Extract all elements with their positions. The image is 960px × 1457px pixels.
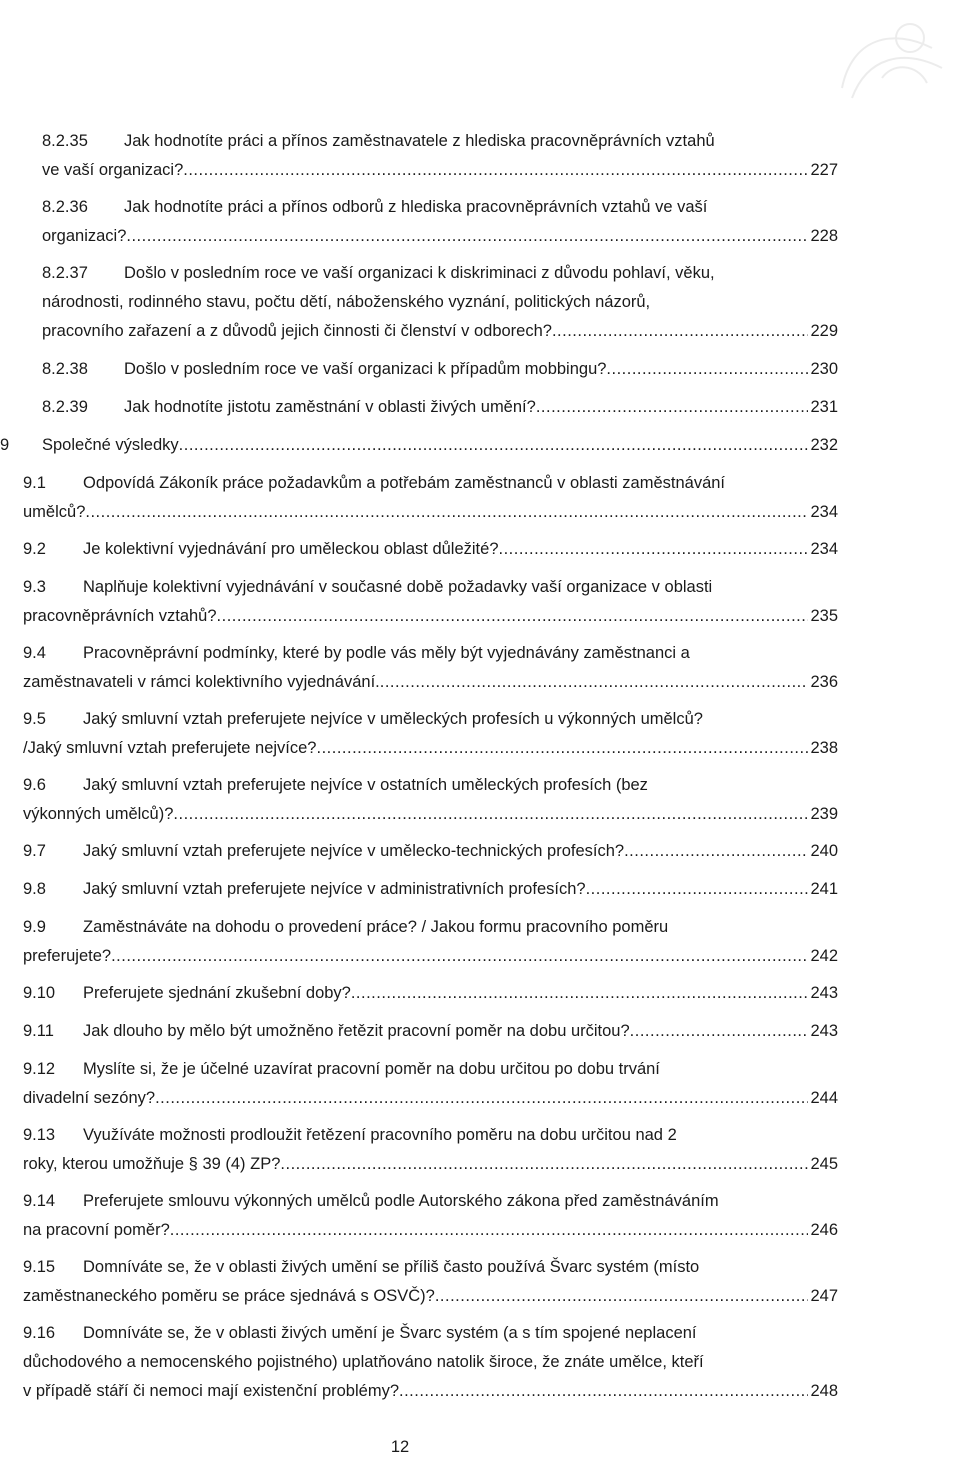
toc-entry-number: 8.2.38	[42, 360, 88, 378]
dot-leader	[630, 1017, 809, 1045]
toc-entry-number: 9.15	[23, 1258, 56, 1276]
toc-entry-page: 238	[810, 739, 838, 757]
toc-entry-page: 243	[810, 1022, 838, 1040]
toc-entry-title-line: Jak hodnotíte jistotu zaměstnání v oblasti živých umění?	[124, 398, 536, 416]
toc-entry-title-line: Došlo v posledním roce ve vaší organizaci k případům mobbingu?	[124, 360, 607, 378]
toc-entry-title-line: zaměstnaneckého poměru se práce sjednává s OSVČ)?	[23, 1287, 435, 1305]
toc-entry-number: 9.12	[23, 1060, 56, 1078]
page-number: 12	[390, 1438, 410, 1456]
toc-entry-page: 227	[810, 161, 838, 179]
toc-entry-title-line: roky, kterou umožňuje § 39 (4) ZP?	[23, 1155, 281, 1173]
toc-entry-title-line: Naplňuje kolektivní vyjednávání v současné době požadavky vaší organizace v oblasti	[83, 578, 713, 596]
toc-entry-number: 9.16	[23, 1324, 56, 1342]
toc-entry-title-line: Preferujete smlouvu výkonných umělců podle Autorského zákona před zaměstnáváním	[83, 1192, 719, 1210]
toc-entry-title-line: pracovního zařazení a z důvodů jejich činnosti či členství v odborech?	[42, 322, 552, 340]
dot-leader	[586, 875, 809, 903]
dot-leader	[536, 393, 809, 421]
toc-entry-title-line: Jaký smluvní vztah preferujete nejvíce v umělecko-technických profesích?	[83, 842, 625, 860]
dot-leader	[280, 1150, 808, 1178]
toc-entry-title-line: preferujete?	[23, 947, 112, 965]
dot-leader	[170, 1216, 809, 1244]
toc-entry-page: 248	[810, 1382, 838, 1400]
toc-entry-title-line: Domníváte se, že v oblasti živých umění se příliš často používá Švarc systém (místo	[83, 1258, 700, 1276]
toc-entry-page: 236	[810, 673, 838, 691]
toc-entry-title-line: /Jaký smluvní vztah preferujete nejvíce?	[23, 739, 317, 757]
toc-entry-title-line: výkonných umělců)?	[23, 805, 174, 823]
toc-entry-title-line: Pracovněprávní podmínky, které by podle vás měly být vyjednávány zaměstnanci a	[83, 644, 690, 662]
toc-entry-page: 234	[810, 503, 838, 521]
dot-leader	[179, 431, 809, 459]
dot-leader	[399, 1377, 808, 1405]
dot-leader	[316, 734, 808, 762]
dot-leader	[351, 979, 809, 1007]
toc-entry-page: 243	[810, 984, 838, 1002]
toc-entry-page: 230	[810, 360, 838, 378]
toc-entry-number: 8.2.37	[42, 264, 88, 282]
toc-entry-page: 246	[810, 1221, 838, 1239]
toc-entry-number: 9.2	[23, 540, 46, 558]
toc-entry-page: 228	[810, 227, 838, 245]
dot-leader	[126, 222, 808, 250]
toc-entry-title-line: Odpovídá Zákoník práce požadavkům a potřebám zaměstnanců v oblasti zaměstnávání	[83, 474, 726, 492]
toc-entry-title-line: Došlo v posledním roce ve vaší organizaci k diskriminaci z důvodu pohlaví, věku,	[124, 264, 715, 282]
toc-entry-page: 239	[810, 805, 838, 823]
toc-entry-number: 8.2.35	[42, 132, 88, 150]
toc-entry-title-line: na pracovní poměr?	[23, 1221, 170, 1239]
dot-leader	[155, 1084, 808, 1112]
toc-entry-title-line: umělců?	[23, 503, 86, 521]
dot-leader	[217, 602, 809, 630]
toc-entry-page: 244	[810, 1089, 838, 1107]
toc-entry-number: 9.3	[23, 578, 46, 596]
dot-leader	[552, 317, 809, 345]
dot-leader	[499, 535, 809, 563]
toc-entry-title-line: Využíváte možnosti prodloužit řetězení pracovního poměru na dobu určitou nad 2	[83, 1126, 677, 1144]
toc-entry-page: 240	[810, 842, 838, 860]
toc-entry-page: 232	[810, 436, 838, 454]
toc-entry-title-line: Jak hodnotíte práci a přínos odborů z hlediska pracovněprávních vztahů ve vaší	[124, 198, 708, 216]
toc-entry-number: 9.14	[23, 1192, 56, 1210]
toc-entry-title-line: Jak hodnotíte práci a přínos zaměstnavatele z hlediska pracovněprávních vztahů	[124, 132, 715, 150]
toc-entry-number: 9.11	[23, 1022, 54, 1040]
toc-entry-number: 9.13	[23, 1126, 56, 1144]
toc-entry-number: 9.4	[23, 644, 46, 662]
toc-entry-page: 235	[810, 607, 838, 625]
toc-entry-title-line: Myslíte si, že je účelné uzavírat pracovní poměr na dobu určitou po dobu trvání	[83, 1060, 660, 1078]
toc-entry-title-line: pracovněprávních vztahů?	[23, 607, 217, 625]
toc-entry-number: 9.7	[23, 842, 46, 860]
toc-entry-title-line: divadelní sezóny?	[23, 1089, 156, 1107]
dot-leader	[435, 1282, 809, 1310]
dot-leader	[183, 156, 808, 184]
toc-entry-title-line: zaměstnavateli v rámci kolektivního vyjednávání.	[23, 673, 380, 691]
dot-leader	[85, 498, 808, 526]
toc-entry-page: 245	[810, 1155, 838, 1173]
toc-entry-title-line: Společné výsledky	[42, 436, 179, 454]
dot-leader	[624, 837, 808, 865]
toc-entry-title-line: ve vaší organizaci?	[42, 161, 184, 179]
dot-leader	[380, 668, 809, 696]
toc-entry-title-line: Jaký smluvní vztah preferujete nejvíce v ostatních uměleckých profesích (bez	[83, 776, 648, 794]
toc-entry-page: 247	[810, 1287, 838, 1305]
toc-entry-title-line: Domníváte se, že v oblasti živých umění je Švarc systém (a s tím spojené neplacení	[83, 1324, 697, 1342]
toc-entry-title-line: v případě stáří či nemoci mají existenční problémy?	[23, 1382, 399, 1400]
toc-entry-number: 9.10	[23, 984, 56, 1002]
toc-entry-number: 8.2.36	[42, 198, 88, 216]
dot-leader	[173, 800, 808, 828]
toc-entry-page: 242	[810, 947, 838, 965]
toc-entry-title-line: organizaci?	[42, 227, 127, 245]
dot-leader	[606, 355, 808, 383]
toc-entry-page: 241	[810, 880, 838, 898]
toc-entry-page: 231	[810, 398, 838, 416]
toc-entry-title-line: Jaký smluvní vztah preferujete nejvíce v uměleckých profesích u výkonných umělců?	[83, 710, 703, 728]
toc-entry-title-line: Je kolektivní vyjednávání pro uměleckou oblast důležité?	[83, 540, 499, 558]
toc-entry-number: 9.1	[23, 474, 46, 492]
toc-entry-title-line: Zaměstnáváte na dohodu o provedení práce? / Jakou formu pracovního poměru	[83, 918, 669, 936]
toc-entry-page: 234	[810, 540, 838, 558]
toc-entry-number: 8.2.39	[42, 398, 88, 416]
toc-entry-number: 9.9	[23, 918, 46, 936]
toc-entry-title-line: důchodového a nemocenského pojistného) uplatňováno natolik široce, že znáte umělce, kteří	[23, 1353, 704, 1371]
toc-entry-title-line: Preferujete sjednání zkušební doby?	[83, 984, 351, 1002]
toc-entry-title-line: národnosti, rodinného stavu, počtu dětí, náboženského vyznání, politických názorů,	[42, 293, 651, 311]
toc-entry-number: 9	[0, 436, 10, 454]
toc-entry-title-line: Jaký smluvní vztah preferujete nejvíce v administrativních profesích?	[83, 880, 586, 898]
dot-leader	[111, 942, 808, 970]
toc-entry-number: 9.5	[23, 710, 46, 728]
toc-entry-number: 9.6	[23, 776, 46, 794]
toc-entry-page: 229	[810, 322, 838, 340]
toc-entry-number: 9.8	[23, 880, 46, 898]
toc-entry-title-line: Jak dlouho by mělo být umožněno řetězit pracovní poměr na dobu určitou?	[83, 1022, 630, 1040]
